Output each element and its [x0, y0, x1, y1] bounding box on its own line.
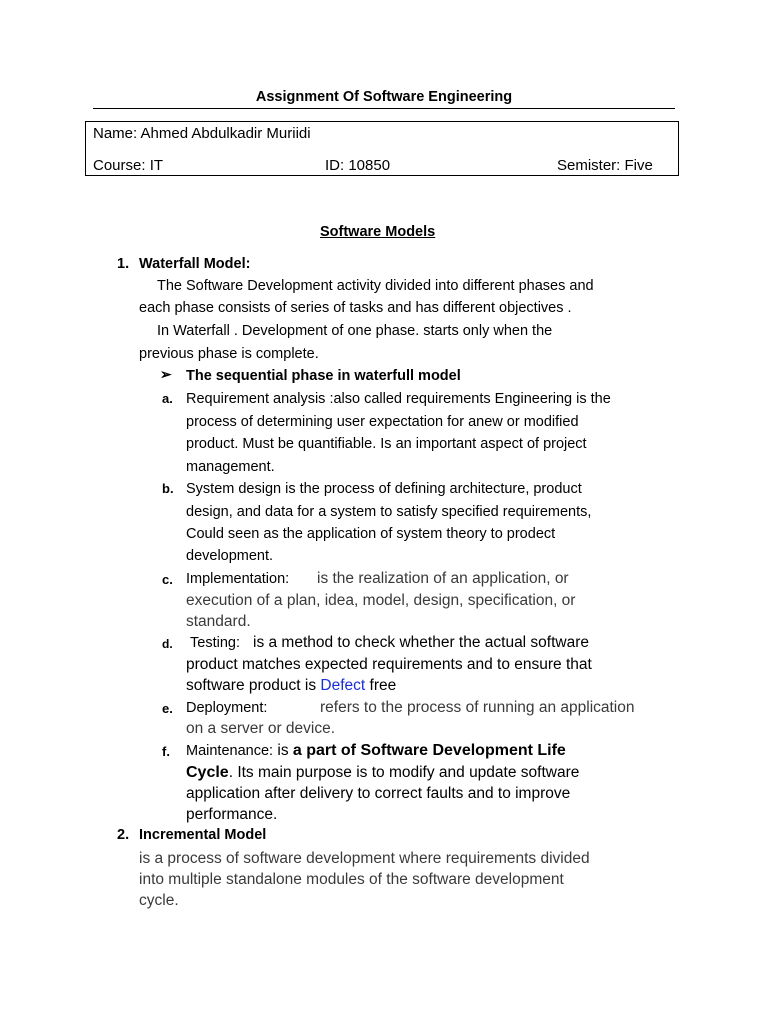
item-f-bold1: a part of Software Development Life	[292, 742, 566, 759]
incremental-line3: cycle.	[139, 892, 179, 909]
item-f-intro: is	[277, 742, 289, 759]
student-name: Name: Ahmed Abdulkadir Muriidi	[93, 125, 311, 142]
item-d-line2: product matches expected requirements and to ensure that	[186, 656, 592, 673]
section-heading: Software Models	[320, 224, 436, 240]
item-f-line2	[186, 762, 579, 784]
incremental-line2: into multiple standalone modules of the software development	[139, 871, 564, 888]
item-f-line1	[186, 740, 566, 763]
item-f-line2-text: . Its main purpose is to modify and update software	[228, 764, 580, 781]
item-c-prefix: Implementation:	[186, 571, 290, 587]
item-b-line2: design, and data for a system to satisfy specified requirements,	[186, 504, 592, 520]
item-d-line1: is a method to check whether the actual software	[253, 634, 590, 651]
semester-field: Semister: Five	[557, 157, 653, 174]
item-c-label: c.	[162, 572, 173, 587]
incremental-line1: is a process of software development where requirements divided	[139, 850, 590, 867]
arrow-bullet-icon: ➢	[160, 366, 172, 382]
waterfall-title: Waterfall Model:	[139, 256, 251, 272]
item-e-line2: on a server or device.	[186, 720, 336, 737]
item-c-line3: standard.	[186, 613, 251, 630]
item-c-line1: is the realization of an application, or	[317, 570, 569, 587]
item-d-after-link: free	[369, 677, 397, 694]
item-e-line1: refers to the process of running an application	[320, 699, 635, 716]
item-f-label: f.	[162, 744, 170, 759]
course-field: Course: IT	[93, 157, 164, 174]
item-f-line3: application after delivery to correct faults and to improve	[186, 785, 571, 802]
list-number-2: 2.	[117, 827, 130, 843]
id-field: ID: 10850	[325, 157, 391, 174]
item-a-line1: Requirement analysis :also called requirements Engineering is the	[186, 391, 611, 407]
incremental-title: Incremental Model	[139, 827, 267, 843]
item-d-label: d.	[162, 637, 173, 651]
item-d-line3-text: software product is	[186, 677, 317, 694]
item-b-line1: System design is the process of defining architecture, product	[186, 481, 582, 497]
waterfall-para2-line2: previous phase is complete.	[139, 346, 319, 362]
item-b-line4: development.	[186, 548, 274, 564]
defect-link[interactable]: Defect	[320, 677, 366, 694]
item-c-line2: execution of a plan, idea, model, design, specification, or	[186, 592, 576, 609]
item-d-prefix: Testing:	[190, 635, 240, 651]
item-f-bold2: Cycle	[186, 764, 229, 781]
waterfall-subheading: The sequential phase in waterfull model	[186, 368, 461, 384]
item-e-prefix: Deployment:	[186, 700, 268, 716]
waterfall-para2-line1: In Waterfall . Development of one phase. starts only when the	[157, 323, 553, 339]
item-e-label: e.	[162, 701, 173, 716]
item-f-prefix: Maintenance:	[186, 743, 274, 759]
item-f-line4: performance.	[186, 806, 278, 823]
item-a-line3: product. Must be quantifiable. Is an important aspect of project	[186, 436, 587, 452]
document-title: Assignment Of Software Engineering	[255, 89, 513, 105]
item-a-line2: process of determining user expectation for anew or modified	[186, 414, 579, 430]
item-a-line4: management.	[186, 459, 275, 475]
item-a-label: a.	[162, 391, 173, 406]
waterfall-para1-line2: each phase consists of series of tasks and has different objectives .	[139, 300, 572, 316]
item-b-line3: Could seen as the application of system theory to prodect	[186, 526, 556, 542]
item-b-label: b.	[162, 481, 174, 496]
title-underline	[93, 108, 675, 109]
item-d-line3	[186, 675, 396, 697]
list-number-1: 1.	[117, 256, 130, 272]
waterfall-para1-line1: The Software Development activity divided into different phases and	[157, 278, 594, 294]
